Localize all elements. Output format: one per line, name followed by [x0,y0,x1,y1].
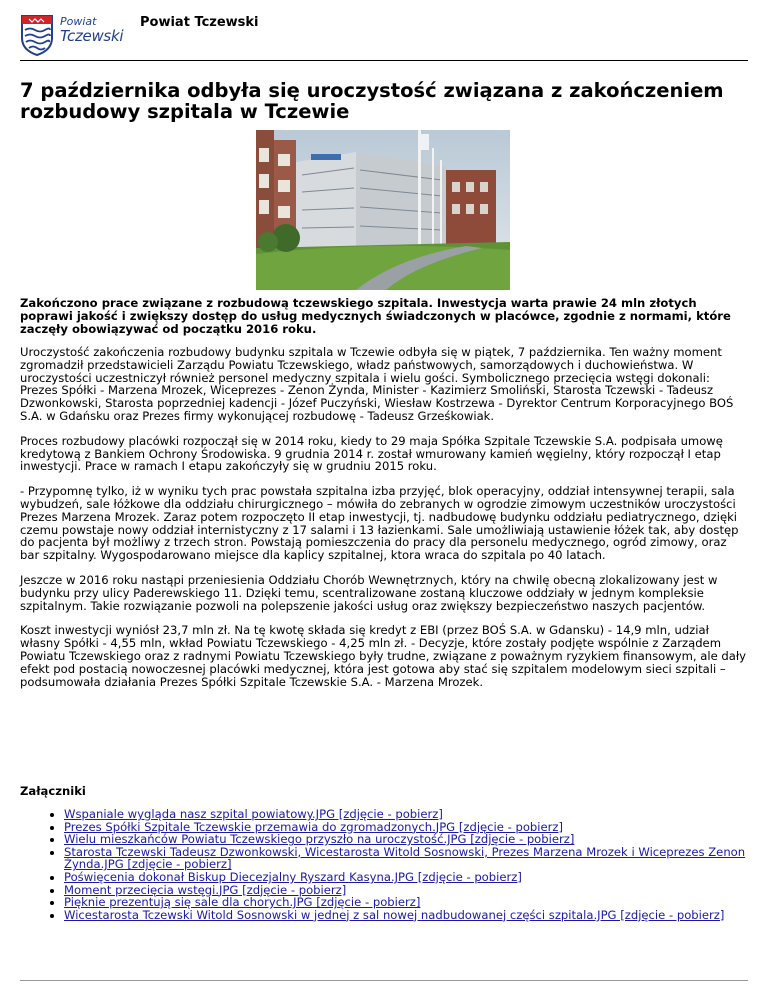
hospital-photo [256,130,510,290]
article-paragraph: Proces rozbudowy placówki rozpoczął się w 2014 roku, kiedy to 29 maja Spółka Szpitale Tczewskie S.A. podpisała umowę kredytową z Bankiem Ochrony Środowiska. 9 grudnia 2014 r. został wmurowany kamień węgielny, który rozpoczął I etap inwestycji. Prace w ramach I etapu zakończyły się w grudniu 2015 roku. [20,433,723,474]
logo-text-tczewski: Tczewski [60,27,124,45]
article-paragraph: - Przypomnę tylko, iż w wyniku tych prac powstała szpitalna izba przyjęć, blok operacyjny, oddział intensywnej terapii, sala wybudzeń, sale łóżkowe dla oddziału chirurgicznego – mówiła do zebranych w ogrodzie zimowym uczestników uroczystości Prezes Marzena Mrozek. Zaraz potem rozpoczęto II etap inwestycji, tj. nadbudowę budynku oddziału pediatrycznego, dzięki czemu powstaje nowy oddział internistyczny z 17 salami i 13 łazienkami. Sale umożliwiają ustawienie łóżek tak, aby dostęp do pacjenta był możliwy z trzech stron. Powstają pomieszczenia do pracy dla personelu medycznego, ogród zimowy, oraz bar szpitalny. Wygospodarowano miejsce dla kaplicy szpitalnej, ktora wraca do szpitala po 40 latach. [20,484,739,563]
attachment-link[interactable]: Wspaniale wygląda nasz szpital powiatowy.JPG [zdjęcie - pobierz] [64,807,443,821]
list-item [64,909,748,922]
article-paragraph: Koszt inwestycji wyniósł 23,7 mln zł. Na tę kwotę składa się kredyt z EBI (przez BOŚ S.A. w Gdansku) - 14,9 mln, udział własny Spółki - 4,55 mln, wkład Powiatu Tczewskiego - 4,25 mln zł. - Decyzje, które zostały podjęte wspólnie z Zarządem Powiatu Tczewskiego oraz z radnymi Powiatu Tczewskiego były trudne, związane z poważnym ryzykiem finansowym, ale dały efekt pod postacią nowoczesnej placówki medycznej, która jest gotowa aby stać się szpitalem modelowym sieci szpitali – podsumowała działania Prezes Spółki Szpitale Tczewskie S.A. - Marzena Mrozek. [20,623,747,689]
article-body [20,346,748,700]
powiat-logo[interactable] [20,12,124,58]
attachment-link[interactable]: Starosta Tczewski Tadeusz Dzwonkowski, Wicestarosta Witold Sosnowski, Prezes Marzena Mrozek i Wiceprezes Zenon Żynda.JPG [zdjęcie - pobierz] [64,844,746,872]
coat-of-arms-icon [20,14,54,56]
site-name: Powiat Tczewski [140,15,259,30]
attachments-heading: Załączniki [20,784,86,798]
page-header [20,12,748,60]
list-item [64,846,748,871]
article-paragraph: Uroczystość zakończenia rozbudowy budynku szpitala w Tczewie odbyła się w piątek, 7 października. Ten ważny moment zgromadził przedstawicieli Zarządu Powiatu Tczewskiego, władz państwowych, samorządowych i duchowieństwa. W uroczystości uczestniczył również personel medyczny szpitala i wielu gości. Symbolicznego przecięcia wstęgi dokonali: Prezes Spółki - Marzena Mrozek, Wiceprezes - Zenon Żynda, Minister - Kazimierz Smoliński, Starosta Tczewski - Tadeusz Dzwonkowski, Starosta poprzedniej kadencji - Józef Puczyński, Wiesław Kostrzewa - Dyrektor Centrum Korporacyjnego BOŚ S.A. w Gdańsku oraz Prezes firmy wykonującej rozbudowę - Tadeusz Grześkowiak. [20,345,734,423]
attachment-link[interactable]: Prezes Spółki Szpitale Tczewskie przemawia do zgromadzonych.JPG [zdjęcie - pobierz] [64,819,563,834]
article-paragraph: Jeszcze w 2016 roku nastąpi przeniesienia Oddziału Chorób Wewnętrznych, który na chwilę obecną zlokalizowany jest w budynku przy ulicy Paderewskiego 11. Dzięki temu, scentralizowane zostaną kluczowe oddziały w jednym kompleksie szpitalnym. Takie rozwiązanie pozwoli na polepszenie jakości usług oraz zwiększy bezpieczeństwo naszych pacjentów. [20,572,718,613]
attachment-link[interactable]: Wicestarosta Tczewski Witold Sosnowski w jednej z sal nowej nadbudowanej części szpitala.JPG [zdjęcie - pobierz] [64,907,725,922]
header-divider [20,60,748,61]
attachment-link[interactable]: Wielu mieszkańców Powiatu Tczewskiego przyszło na uroczystość.JPG [zdjęcie - pobierz] [64,832,575,847]
attachment-link[interactable]: Moment przecięcia wstęgi.JPG [zdjęcie - pobierz] [64,882,347,897]
logo-text-powiat: Powiat [60,15,97,28]
article-title: 7 października odbyła się uroczystość związana z zakończeniem rozbudowy szpitala w Tczewie [20,79,724,123]
article-lead: Zakończono prace związane z rozbudową tczewskiego szpitala. Inwestycja warta prawie 24 mln złotych poprawi jakość i zwiększy dostęp do usług medycznych świadczonych w placówce, zgodnie z normami, które zaczęły obowiązywać od początku 2016 roku. [20,296,731,336]
attachment-link[interactable]: Poświęcenia dokonał Biskup Diecezjalny Ryszard Kasyna.JPG [zdjęcie - pobierz] [64,869,522,884]
attachments-list [20,808,748,921]
footer-divider [20,980,748,981]
attachment-link[interactable]: Pięknie prezentują się sale dla chorych.JPG [zdjęcie - pobierz] [64,895,421,910]
